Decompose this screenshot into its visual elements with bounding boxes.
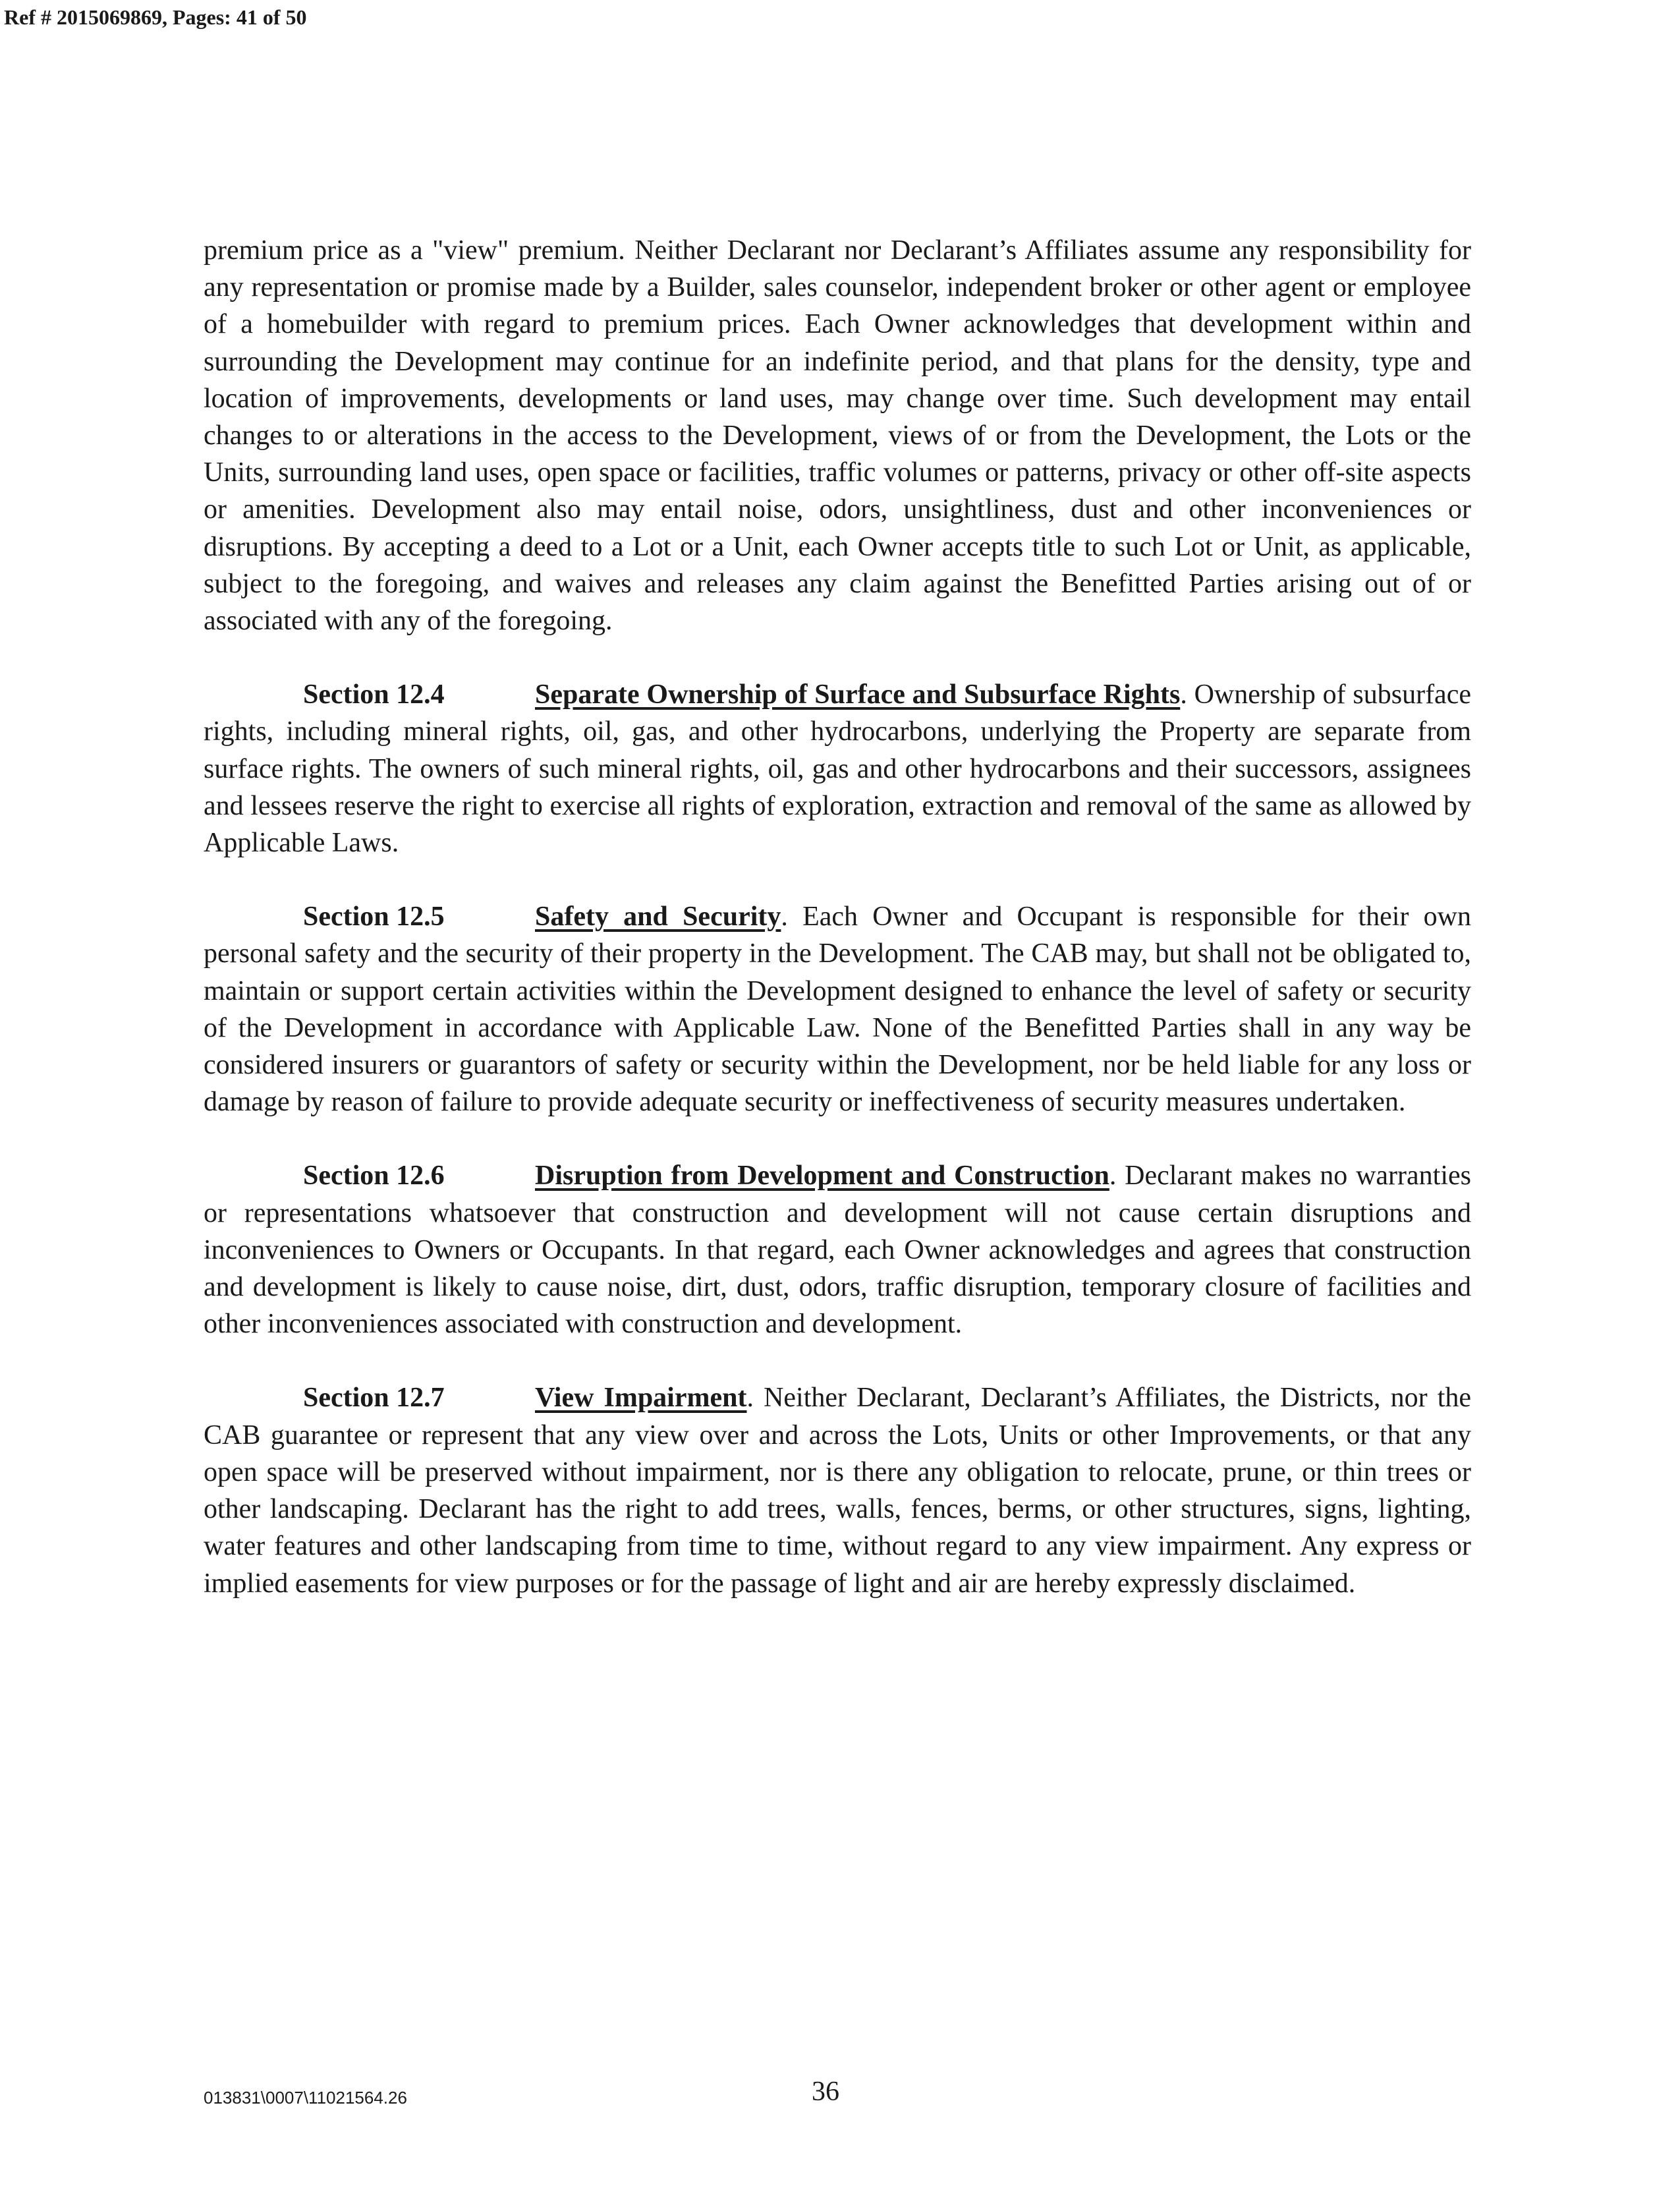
- document-body: [204, 232, 1471, 1639]
- section-12-4: [204, 676, 1471, 861]
- section-body: Declarant makes no warranties or representations whatsoever that construction and development will not cause certain disruptions and inconveniences to Owners or Occupants. In that regard, each Owner acknowledges and agrees that construction and development is likely to cause noise, dirt, dust, odors, traffic disruption, temporary closure of facilities and other inconveniences associated with construction and development.: [204, 1161, 1471, 1340]
- section-title-period: .: [746, 1383, 754, 1414]
- section-number: Section 12.6: [303, 1161, 445, 1192]
- section-12-5: [204, 898, 1471, 1120]
- section-body: Each Owner and Occupant is responsible for their own personal safety and the security of their property in the Development. The CAB may, but shall not be obligated to, maintain or support certain activities within the Development designed to enhance the level of safety or security of the Development in accordance with Applicable Law. None of the Benefitted Parties shall in any way be considered insurers or guarantors of safety or security within the Development, nor be held liable for any loss or damage by reason of failure to provide adequate security or ineffectiveness of security measures undertaken.: [204, 902, 1471, 1118]
- section-body: Ownership of subsurface rights, including mineral rights, oil, gas, and other hydrocarbons, underlying the Property are separate from surface rights. The owners of such mineral rights, oil, gas and other hydrocarbons and their successors, assignees and lessees reserve the right to exercise all rights of exploration, extraction and removal of the same as allowed by Applicable Laws.: [204, 679, 1471, 859]
- section-title: Separate Ownership of Surface and Subsurface Rights: [535, 679, 1181, 710]
- section-title: Safety and Security: [535, 902, 781, 933]
- section-number: Section 12.4: [303, 679, 445, 710]
- intro-paragraph: premium price as a "view" premium. Neither Declarant nor Declarant’s Affiliates assume any responsibility for any representation or promise made by a Builder, sales counselor, independent broker or other agent or employee of a homebuilder with regard to premium prices. Each Owner acknowledges that development within and surrounding the Development may continue for an indefinite period, and that plans for the density, type and location of improvements, developments or land uses, may change over time. Such development may entail changes to or alterations in the access to the Development, views of or from the Development, the Lots or the Units, surrounding land uses, open space or facilities, traffic volumes or patterns, privacy or other off-site aspects or amenities. Development also may entail noise, odors, unsightliness, dust and other inconveniences or disruptions. By accepting a deed to a Lot or a Unit, each Owner accepts title to such Lot or Unit, as applicable, subject to the foregoing, and waives and releases any claim against the Benefitted Parties arising out of or associated with any of the foregoing.: [204, 235, 1471, 637]
- section-title: Disruption from Development and Construction: [535, 1161, 1109, 1192]
- section-title-period: .: [1109, 1161, 1117, 1192]
- section-title-period: .: [781, 902, 788, 933]
- section-number: Section 12.7: [303, 1383, 445, 1414]
- footer-page-number: 36: [812, 2077, 839, 2107]
- section-body: Neither Declarant, Declarant’s Affiliates, the Districts, nor the CAB guarantee or represent that any view over and across the Lots, Units or other Improvements, or that any open space will be preserved without impairment, nor is there any obligation to relocate, prune, or thin trees or other landscaping. Declarant has the right to add trees, walls, fences, berms, or other structures, signs, lighting, water features and other landscaping from time to time, without regard to any view impairment. Any express or implied easements for view purposes or for the passage of light and air are hereby expressly disclaimed.: [204, 1383, 1472, 1599]
- section-title: View Impairment: [535, 1383, 747, 1414]
- section-title-period: .: [1180, 679, 1187, 710]
- section-12-6: [204, 1157, 1471, 1342]
- footer-document-id: 013831\0007\11021564.26: [204, 2088, 407, 2108]
- section-12-7: [204, 1379, 1471, 1601]
- section-number: Section 12.5: [303, 902, 445, 933]
- document-reference-header: Ref # 2015069869, Pages: 41 of 50: [4, 5, 307, 29]
